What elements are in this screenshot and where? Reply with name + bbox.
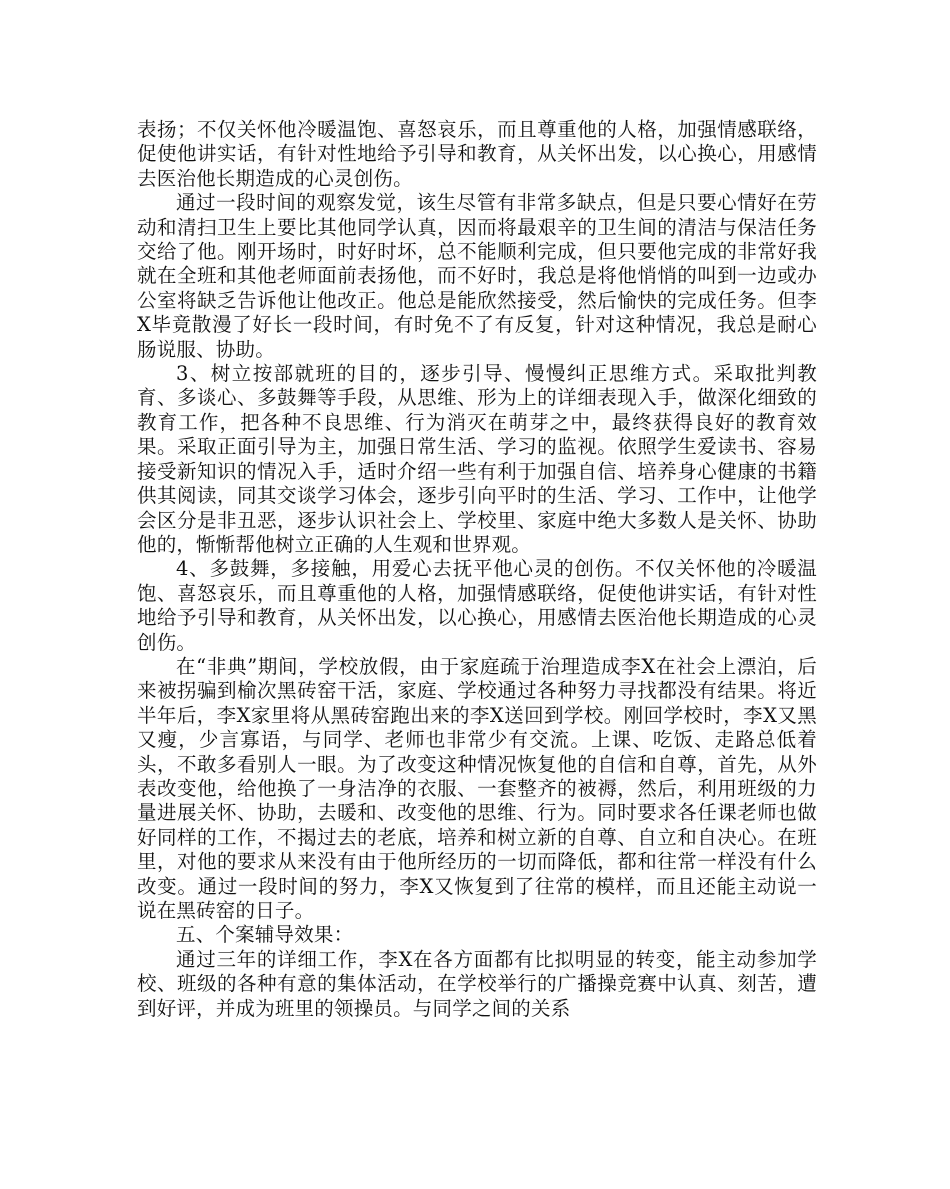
section-heading-5: 五、个案辅导效果： — [176, 923, 354, 947]
paragraph-5: 在“非典”期间，学校放假，由于家庭疏于治理造成李X在社会上漂泊，后来被拐骗到榆次黑砖窑干活，家庭、学校通过各种努力寻找都没有结果。将近半年后，李X家里将从黑砖窑跑出来的李X送回到学校。刚回学校时，李X又黑又瘦，少言寡语，与同学、老师也非常少有交流。上课、吃饭、走路总低着头，不敢多看别人一眼。为了改变这种情况恢复他的自信和自尊，首先，从外表改变他，给他换了一身洁净的衣服、一套整齐的被褥，然后，利用班级的力量进展关怀、协助，去暖和、改变他的思维、行为。同时要求各任课老师也做好同样的工作，不揭过去的老底，培养和树立新的自尊、自立和自决心。在班里，对他的要求从来没有由于他所经历的一切而降低，都和往常一样没有什么改变。通过一段时间的努力，李X又恢复到了往常的模样，而且还能主动说一说在黑砖窑的日子。 — [137, 654, 817, 922]
paragraph-1: 表扬；不仅关怀他冷暖温饱、喜怒哀乐，而且尊重他的人格，加强情感联络，促使他讲实话，有针对性地给予引导和教育，从关怀出发，以心换心，用感情去医治他长期造成的心灵创伤。 — [137, 118, 817, 190]
paragraph-4: 4、多鼓舞，多接触，用爱心去抚平他心灵的创伤。不仅关怀他的冷暖温饱、喜怒哀乐，而且尊重他的人格，加强情感联络，促使他讲实话，有针对性地给予引导和教育，从关怀出发，以心换心，用感情去医治他长期造成的心灵创伤。 — [137, 557, 817, 654]
paragraph-3: 3、树立按部就班的目的，逐步引导、慢慢纠正思维方式。采取批判教育、多谈心、多鼓舞等手段，从思维、形为上的详细表现入手，做深化细致的教育工作，把各种不良思维、行为消灭在萌芽之中，最终获得良好的教育效果。采取正面引导为主，加强日常生活、学习的监视。依照学生爱读书、容易接受新知识的情况入手，适时介绍一些有利于加强自信、培养身心健康的书籍供其阅读，同其交谈学习体会，逐步引向平时的生活、学习、工作中，让他学会区分是非丑恶，逐步认识社会上、学校里、家庭中绝大多数人是关怀、协助他的，惭惭帮他树立正确的人生观和世界观。 — [137, 362, 817, 556]
paragraph-2: 通过一段时间的观察发觉，该生尽管有非常多缺点，但是只要心情好在劳动和清扫卫生上要比其他同学认真，因而将最艰辛的卫生间的清洁与保洁任务交给了他。刚开场时，时好时坏，总不能顺利完成，但只要他完成的非常好我就在全班和其他老师面前表扬他，而不好时，我总是将他悄悄的叫到一边或办公室将缺乏告诉他让他改正。他总是能欣然接受，然后愉快的完成任务。但李X毕竟散漫了好长一段时间，有时免不了有反复，针对这种情况，我总是耐心肠说服、协助。 — [137, 191, 817, 361]
paragraph-6: 通过三年的详细工作，李X在各方面都有比拟明显的转变，能主动参加学校、班级的各种有意的集体活动，在学校举行的广播操竞赛中认真、刻苦，遭到好评，并成为班里的领操员。与同学之间的关系 — [137, 947, 817, 1020]
document-body — [137, 118, 817, 1021]
